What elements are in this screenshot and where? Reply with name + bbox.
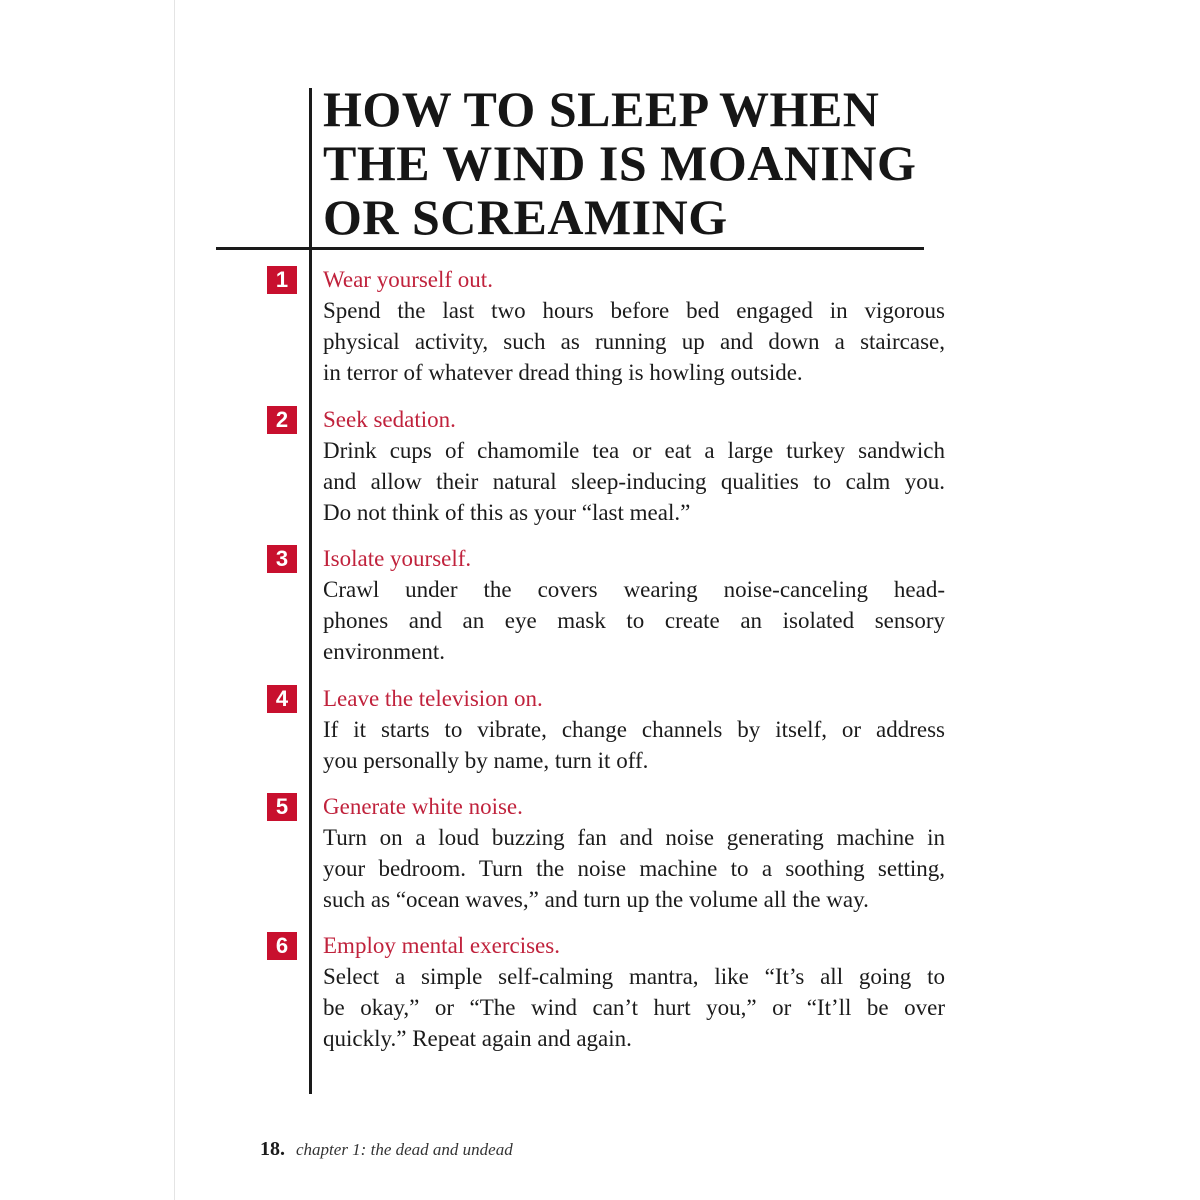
body-line: If it starts to vibrate, change channels by itself, or address [323,717,945,742]
body-line: you personally by name, turn it off. [323,748,649,773]
title-line: THE WIND IS MOANING [323,135,917,191]
body-line: environment. [323,639,445,664]
step-number-badge: 5 [267,793,297,821]
step-4 [0,683,1200,803]
step-heading: Seek sedation. [323,407,456,432]
body-line: Spend the last two hours before bed engaged in vigorous [323,298,945,323]
body-line: in terror of whatever dread thing is howling outside. [323,360,803,385]
step-body [323,435,945,528]
page-title [323,82,916,244]
step-heading: Employ mental exercises. [323,933,560,958]
step-number-badge: 2 [267,406,297,434]
body-line: your bedroom. Turn the noise machine to a soothing setting, [323,856,945,881]
body-line: Do not think of this as your “last meal.” [323,500,691,525]
step-number-badge: 6 [267,932,297,960]
title-line: HOW TO SLEEP WHEN [323,81,880,137]
body-line: Crawl under the covers wearing noise-canceling head- [323,577,945,602]
step-number-badge: 4 [267,685,297,713]
page-footer [260,1136,513,1163]
step-heading: Leave the television on. [323,686,543,711]
step-5 [0,791,1200,911]
step-heading: Wear yourself out. [323,267,493,292]
chapter-label: chapter 1: the dead and undead [296,1140,513,1159]
body-line: and allow their natural sleep-inducing qualities to calm you. [323,469,945,494]
step-body [323,714,945,776]
step-body [323,961,945,1054]
body-line: Drink cups of chamomile tea or eat a large turkey sandwich [323,438,945,463]
body-line: physical activity, such as running up and down a staircase, [323,329,945,354]
step-1 [0,264,1200,384]
body-line: quickly.” Repeat again and again. [323,1026,632,1051]
step-body [323,822,945,915]
body-line: be okay,” or “The wind can’t hurt you,” or “It’ll be over [323,995,945,1020]
body-line: phones and an eye mask to create an isolated sensory [323,608,945,633]
title-line: OR SCREAMING [323,189,728,245]
step-heading: Generate white noise. [323,794,523,819]
body-line: Turn on a loud buzzing fan and noise generating machine in [323,825,945,850]
page-number: 18. [260,1138,285,1160]
step-number-badge: 1 [267,266,297,294]
step-6 [0,930,1200,1050]
step-2 [0,404,1200,524]
body-line: such as “ocean waves,” and turn up the volume all the way. [323,887,869,912]
step-body [323,574,945,667]
title-underline [216,247,924,250]
step-3 [0,543,1200,663]
step-body [323,295,945,388]
step-number-badge: 3 [267,545,297,573]
step-heading: Isolate yourself. [323,546,472,571]
body-line: Select a simple self-calming mantra, like “It’s all going to [323,964,945,989]
